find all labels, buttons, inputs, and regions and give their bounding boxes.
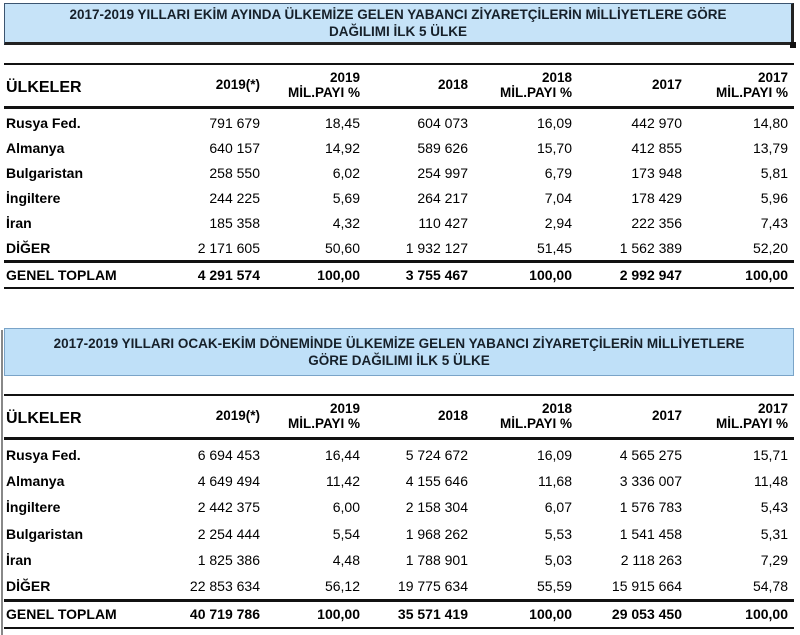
country-cell: DİĞER [6, 578, 51, 594]
share-cell: 5,96 [760, 190, 788, 206]
total-share: 100,00 [317, 606, 360, 622]
total-value: 40 719 786 [189, 606, 260, 622]
value-cell: 1 825 386 [197, 552, 260, 568]
country-cell: İngiltere [6, 499, 61, 515]
header-2017: 2017 [651, 77, 682, 92]
table-row [4, 495, 794, 519]
country-cell: İran [6, 215, 32, 231]
header-share-2019: 2019 MİL.PAYI % [287, 401, 360, 431]
total-value: 29 053 450 [611, 606, 682, 622]
header-2019: 2019(*) [215, 77, 260, 92]
share-cell: 13,79 [752, 140, 788, 156]
table2-title-line1: 2017-2019 YILLARI OCAK-EKİM DÖNEMİNDE ÜLKEMİZE GELEN YABANCI ZİYARETÇİLERİN MİLLİYETLERE [53, 336, 745, 351]
country-cell: İran [6, 552, 32, 568]
table1-header-rule [4, 106, 794, 109]
share-cell: 7,43 [760, 215, 788, 231]
country-cell: Bulgaristan [6, 526, 84, 542]
table-row [4, 161, 794, 185]
total-label: GENEL TOPLAM [6, 267, 117, 283]
header-2017: 2017 [651, 408, 682, 423]
header-2019: 2019(*) [215, 408, 260, 423]
header-share-2018: 2018 MİL.PAYI % [499, 401, 572, 431]
value-cell: 1 541 458 [619, 526, 682, 542]
header-country: ÜLKELER [6, 410, 82, 427]
value-cell: 791 679 [209, 115, 260, 131]
value-cell: 1 576 783 [619, 499, 682, 515]
share-cell: 4,48 [332, 552, 360, 568]
table1-title-line2: DAĞILIMI İLK 5 ÜLKE [329, 24, 467, 39]
value-cell: 2 254 444 [197, 526, 260, 542]
share-cell: 56,12 [324, 578, 360, 594]
share-cell: 16,44 [324, 447, 360, 463]
table-row [4, 443, 794, 467]
table2-header-rule [4, 437, 794, 440]
share-cell: 14,80 [752, 115, 788, 131]
table1-header-row [4, 70, 794, 104]
share-cell: 2,94 [544, 215, 572, 231]
share-cell: 18,45 [324, 115, 360, 131]
value-cell: 4 155 646 [405, 473, 468, 489]
country-cell: Rusya Fed. [6, 115, 81, 131]
value-cell: 1 788 901 [405, 552, 468, 568]
value-cell: 185 358 [209, 215, 260, 231]
value-cell: 173 948 [631, 165, 682, 181]
table2-top-rule [4, 394, 794, 396]
share-cell: 4,32 [332, 215, 360, 231]
total-value: 3 755 467 [405, 267, 468, 283]
value-cell: 1 932 127 [405, 240, 468, 256]
share-cell: 6,07 [544, 499, 572, 515]
table1-top-rule [4, 63, 794, 65]
header-share-2019: 2019 MİL.PAYI % [287, 70, 360, 100]
share-cell: 6,79 [544, 165, 572, 181]
share-cell: 14,92 [324, 140, 360, 156]
value-cell: 6 694 453 [197, 447, 260, 463]
left-border [1, 330, 3, 635]
header-share-2017: 2017 MİL.PAYI % [715, 401, 788, 431]
share-cell: 54,78 [752, 578, 788, 594]
total-share: 100,00 [745, 267, 788, 283]
header-share-2018: 2018 MİL.PAYI % [499, 70, 572, 100]
country-cell: İngiltere [6, 190, 61, 206]
table-row [4, 574, 794, 598]
header-country: ÜLKELER [6, 79, 82, 96]
table2-title-line2: GÖRE DAĞILIMI İLK 5 ÜLKE [308, 353, 490, 368]
value-cell: 2 158 304 [405, 499, 468, 515]
country-cell: DİĞER [6, 240, 51, 256]
value-cell: 110 427 [418, 215, 468, 231]
share-cell: 15,70 [536, 140, 572, 156]
total-share: 100,00 [745, 606, 788, 622]
share-cell: 5,81 [760, 165, 788, 181]
value-cell: 442 970 [631, 115, 682, 131]
value-cell: 244 225 [209, 190, 260, 206]
value-cell: 604 073 [417, 115, 468, 131]
share-cell: 6,02 [332, 165, 360, 181]
total-value: 35 571 419 [397, 606, 468, 622]
value-cell: 4 649 494 [197, 473, 260, 489]
value-cell: 412 855 [631, 140, 682, 156]
table1-title-line1: 2017-2019 YILLARI EKİM AYINDA ÜLKEMİZE GELEN YABANCI ZİYARETÇİLERİN MİLLİYETLERE GÖRE [69, 7, 727, 22]
share-cell: 15,71 [752, 447, 788, 463]
share-cell: 7,04 [544, 190, 572, 206]
table-row [4, 469, 794, 493]
value-cell: 178 429 [631, 190, 682, 206]
value-cell: 589 626 [417, 140, 468, 156]
share-cell: 51,45 [536, 240, 572, 256]
share-cell: 5,03 [544, 552, 572, 568]
table-row [4, 111, 794, 135]
header-2018: 2018 [437, 77, 468, 92]
share-cell: 50,60 [324, 240, 360, 256]
table-row [4, 186, 794, 210]
value-cell: 15 915 664 [611, 578, 682, 594]
share-cell: 16,09 [536, 115, 572, 131]
table2-header-row [4, 401, 794, 435]
share-cell: 6,00 [332, 499, 360, 515]
table-row [4, 211, 794, 235]
value-cell: 1 562 389 [619, 240, 682, 256]
table1-total-row [4, 263, 794, 287]
table1-bottom-rule [4, 287, 794, 289]
table-row [4, 236, 794, 260]
table-row [4, 548, 794, 572]
value-cell: 264 217 [417, 190, 468, 206]
share-cell: 16,09 [536, 447, 572, 463]
share-cell: 5,69 [332, 190, 360, 206]
share-cell: 7,29 [760, 552, 788, 568]
share-cell: 11,42 [326, 473, 360, 489]
table2-total-row [4, 602, 794, 626]
total-value: 4 291 574 [197, 267, 260, 283]
country-cell: Rusya Fed. [6, 447, 81, 463]
share-cell: 11,48 [754, 473, 788, 489]
value-cell: 22 853 634 [189, 578, 260, 594]
value-cell: 19 775 634 [397, 578, 468, 594]
table1-title [4, 3, 794, 45]
value-cell: 222 356 [631, 215, 682, 231]
share-cell: 52,20 [752, 240, 788, 256]
total-share: 100,00 [529, 606, 572, 622]
table2-title [4, 328, 794, 376]
country-cell: Bulgaristan [6, 165, 84, 181]
table-row [4, 136, 794, 160]
value-cell: 4 565 275 [619, 447, 682, 463]
value-cell: 640 157 [209, 140, 260, 156]
total-share: 100,00 [317, 267, 360, 283]
share-cell: 5,54 [332, 526, 360, 542]
total-label: GENEL TOPLAM [6, 606, 117, 622]
country-cell: Almanya [6, 140, 65, 156]
share-cell: 5,53 [544, 526, 572, 542]
share-cell: 5,31 [760, 526, 788, 542]
share-cell: 11,68 [538, 473, 572, 489]
value-cell: 3 336 007 [619, 473, 682, 489]
value-cell: 5 724 672 [405, 447, 468, 463]
header-2018: 2018 [437, 408, 468, 423]
share-cell: 5,43 [760, 499, 788, 515]
value-cell: 1 968 262 [405, 526, 468, 542]
table-row [4, 522, 794, 546]
table2-bottom-rule [4, 627, 794, 629]
header-share-2017: 2017 MİL.PAYI % [715, 70, 788, 100]
total-value: 2 992 947 [619, 267, 682, 283]
share-cell: 55,59 [536, 578, 572, 594]
value-cell: 2 442 375 [197, 499, 260, 515]
value-cell: 2 118 263 [620, 552, 682, 568]
value-cell: 258 550 [209, 165, 260, 181]
title-shadow-corner [790, 42, 796, 48]
value-cell: 2 171 605 [197, 240, 260, 256]
value-cell: 254 997 [417, 165, 468, 181]
total-share: 100,00 [529, 267, 572, 283]
country-cell: Almanya [6, 473, 65, 489]
